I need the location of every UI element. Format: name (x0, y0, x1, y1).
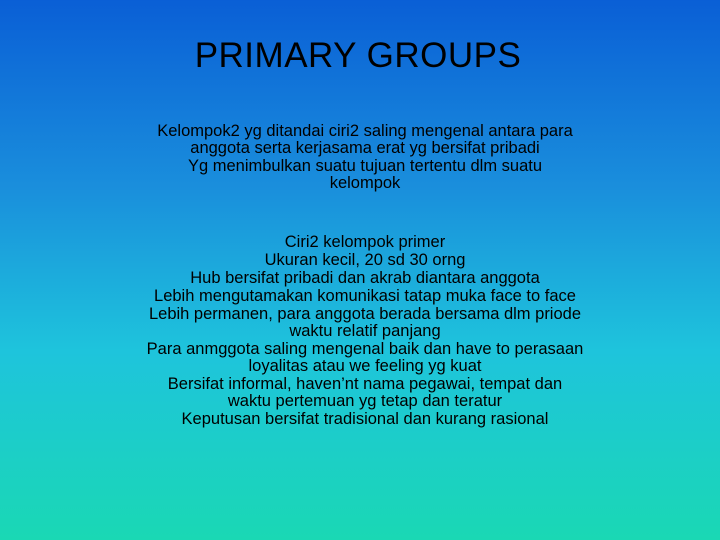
list-item-continuation: waktu relatif panjang (289, 322, 441, 340)
slide-title: PRIMARY GROUPS (194, 36, 522, 75)
list-item: Lebih mengutamakan komunikasi tatap muka face to face (154, 287, 576, 305)
list-item-continuation: waktu pertemuan yg tetap dan teratur (227, 392, 503, 410)
list-item: Ukuran kecil, 20 sd 30 orng (264, 251, 466, 269)
intro-line: kelompok (329, 174, 401, 192)
intro-line: anggota serta kerjasama erat yg bersifat pribadi (190, 139, 540, 157)
list-item: Ciri2 kelompok primer (284, 233, 446, 251)
intro-line: Yg menimbulkan suatu tujuan tertentu dlm suatu (187, 157, 543, 175)
list-item: Hub bersifat pribadi dan akrab diantara anggota (190, 269, 540, 287)
list-item-continuation: loyalitas atau we feeling yg kuat (248, 357, 482, 375)
intro-paragraph (60, 122, 670, 192)
list-item: Keputusan bersifat tradisional dan kurang rasional (181, 410, 549, 428)
list-item: Bersifat informal, haven’nt nama pegawai, tempat dan (167, 375, 563, 393)
intro-line: Kelompok2 yg ditandai ciri2 saling mengenal antara para (157, 122, 573, 140)
list-item: Lebih permanen, para anggota berada bersama dlm priode (148, 305, 582, 323)
list-item: Para anmggota saling mengenal baik dan have to perasaan (146, 340, 584, 358)
characteristics-list (60, 233, 670, 428)
